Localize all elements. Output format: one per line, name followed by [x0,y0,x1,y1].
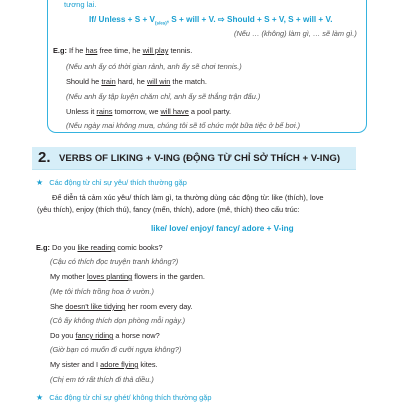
box-intro: tương lai. [64,0,97,9]
example-4: Do you fancy riding a horse now? [50,331,160,340]
arrow-icon: ⇨ [217,15,225,24]
example-2: My mother loves planting flowers in the garden. [50,272,205,281]
box-example-3-translation: (Nếu ngày mai không mưa, chúng tôi sẽ tổ chức một bữa tiệc ở bể bơi.) [66,121,301,130]
box-example-2-translation: (Nếu anh ấy tập luyện chăm chỉ, anh ấy sẽ thắng trận đấu.) [66,92,261,101]
star-bullet-icon: ★ [36,393,44,402]
subheading-disliking: ★ Các động từ chỉ sự ghét/ không thích thường gặp [36,393,212,402]
box-formula-note: (Nếu … (không) làm gì, … sẽ làm gì.) [234,29,357,38]
paragraph-line-2: (yêu thích), enjoy (thích thú), fancy (mến, thích), adore (mê, thích) theo cấu trúc: [37,205,300,214]
section-title: VERBS OF LIKING + V-ING (ĐỘNG TỪ CHỈ SỞ THÍCH + V-ING) [59,153,341,164]
example-5-translation: (Chị em tớ rất thích đi thả diều.) [50,375,154,384]
box-example-1: E.g: If he has free time, he will play tennis. [53,46,193,55]
paragraph-line-1: Để diễn tả cảm xúc yêu/ thích làm gì, ta thường dùng các động từ: like (thích), love [52,193,324,202]
box-example-3: Unless it rains tomorrow, we will have a pool party. [66,107,232,116]
star-bullet-icon: ★ [36,178,44,187]
example-4-translation: (Giờ bạn có muốn đi cưỡi ngựa không?) [50,345,182,354]
example-5: My sister and I adore flying kites. [50,360,158,369]
example-3-translation: (Cô ấy không thích dọn phòng mỗi ngày.) [50,316,186,325]
section-number: 2. [38,149,51,166]
section-header [32,147,356,170]
box-example-1-translation: (Nếu anh ấy có thời gian rảnh, anh ấy sẽ chơi tennis.) [66,62,242,71]
box-example-2: Should he train hard, he will win the match. [66,77,207,86]
subheading-liking: ★ Các động từ chỉ sự yêu/ thích thường gặp [36,178,187,187]
example-2-translation: (Mẹ tôi thích trồng hoa ở vườn.) [50,287,154,296]
example-1: E.g: Do you like reading comic books? [36,243,163,252]
example-1-translation: (Cậu có thích đọc truyện tranh không?) [50,257,179,266]
liking-formula: like/ love/ enjoy/ fancy/ adore + V-ing [151,224,294,233]
example-3: She doesn't like tidying her room every day. [50,302,193,311]
box-formula: If/ Unless + $S + V_{(s/es)}$, S + will + V. ⇨ Should + S + V, S + will + V. [89,15,333,26]
